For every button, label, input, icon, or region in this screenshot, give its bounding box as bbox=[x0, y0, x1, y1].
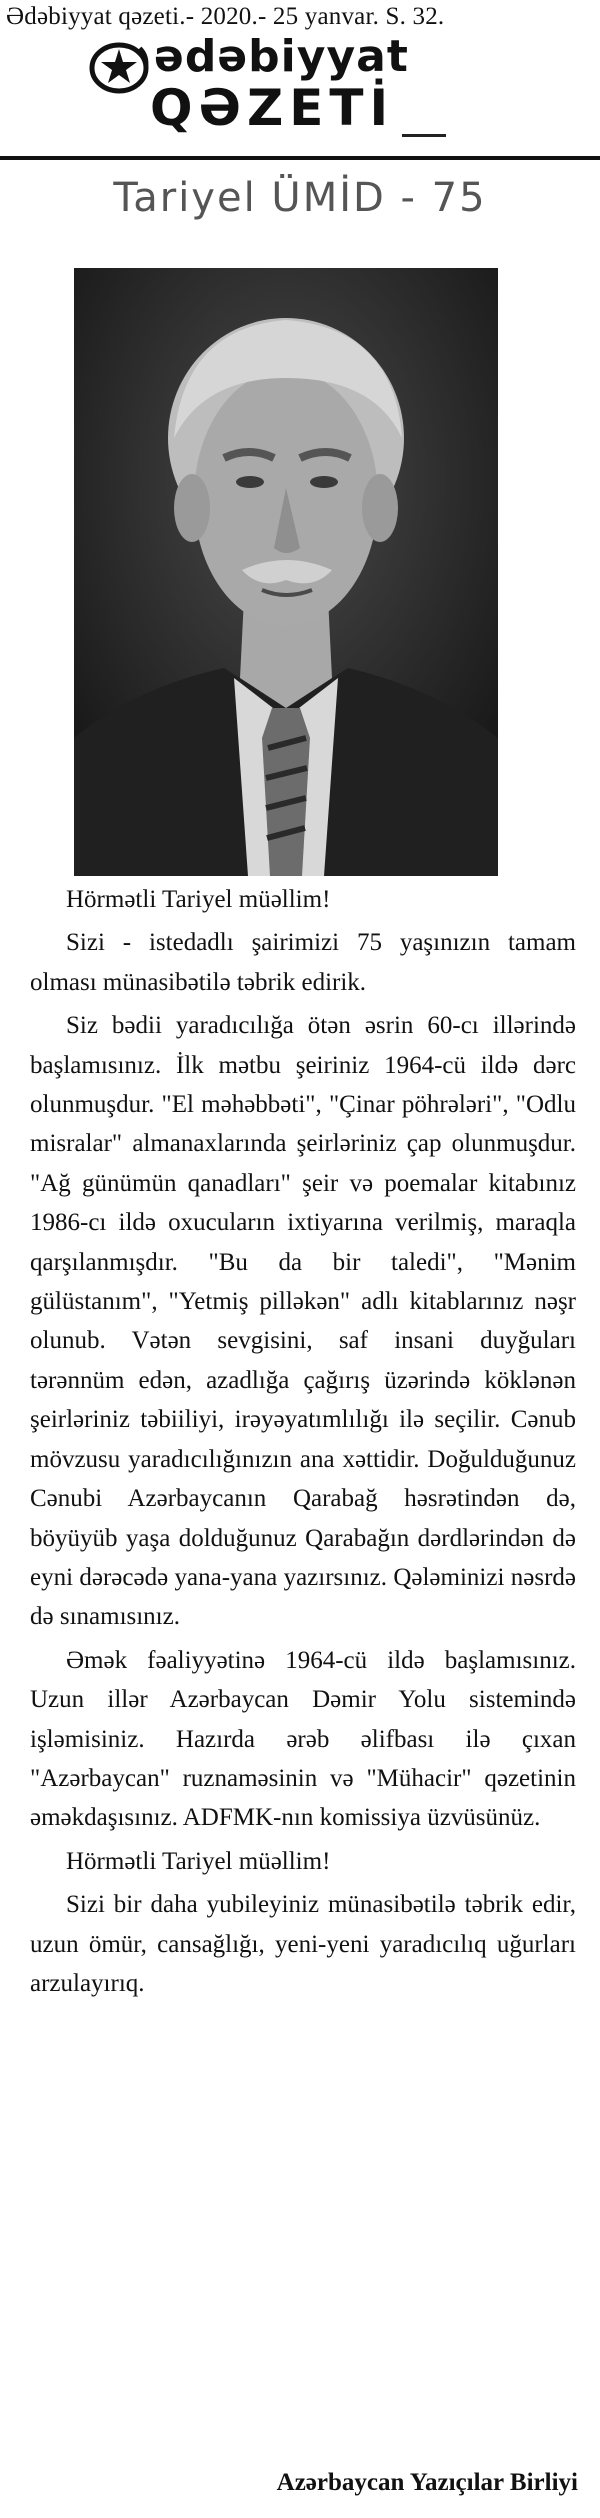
body-paragraph: Əmək fəaliyyətinə 1964-cü ildə başlamısınız. Uzun illər Azərbaycan Dəmir Yolu sistemində işləmisiniz. Hazırda ərəb əlifbası ilə çıxan "Azərbaycan" ruznaməsinin və "Mühacir" qəzetinin əməkdaşısınız. ADFMK-nın komissiya üzvüsünüz. bbox=[30, 1646, 576, 1832]
masthead-underline bbox=[402, 134, 446, 137]
portrait-photo bbox=[74, 268, 498, 876]
closing-paragraph: Sizi bir daha yubileyiniz münasibətilə təbrik edir, uzun ömür, cansağlığı, yeni-yeni yaradıcılıq uğurları arzulayırıq. bbox=[30, 1891, 576, 1997]
greeting-paragraph: Hörmətli Tariyel müəllim! bbox=[66, 886, 331, 913]
citation-line: Ədəbiyyat qəzeti.- 2020.- 25 yanvar. S. 32. bbox=[6, 3, 445, 30]
greeting-paragraph: Hörmətli Tariyel müəllim! bbox=[66, 1847, 331, 1875]
newspaper-masthead bbox=[80, 31, 500, 154]
header-divider bbox=[0, 156, 600, 160]
masthead-title-top: ədəbiyyat bbox=[154, 31, 409, 82]
star-emblem-icon bbox=[88, 40, 150, 96]
article-headline: Tariyel ÜMİD - 75 bbox=[113, 175, 487, 221]
article-body bbox=[30, 880, 576, 2003]
signature: Azərbaycan Yazıçılar Birliyi bbox=[276, 2469, 578, 2496]
body-paragraph: Siz bədii yaradıcılığa ötən əsrin 60-cı illərində başlamısınız. İlk mətbu şeiriniz 1964-cü ildə dərc olunmuşdur. "El məhəbbəti", "Çinar pöhrələri", "Odlu misralar" almanaxlarında şeirləriniz çap olunmuşdur. "Ağ günümün qanadları" şeir və poemalar kitabınız 1986-cı ildə oxucuların ixtiyarına verilmiş, maraqla qarşılanmışdır. "Bu da bir taledi", "Mənim gülüstanım", "Yetmiş pilləkən" adlı kitablarınız nəşr olunub. Vətən sevgisini, saf insani duyğuları tərənnüm edən, azadlığa çağırış üzərində köklənən şeirləriniz təbiiliyi, irəyəyatımlılığı ilə seçilir. Cənub mövzusu yaradıcılığınızın ana xəttidir. Doğulduğunuz Cənubi Azərbaycanın Qarabağ həsrətindən də, böyüyüb yaşa dolduğunuz Qarabağın dərdlərindən də eyni dərəcədə yana-yana yazırsınız. Qələminizi nəsrdə də sınamısınız. bbox=[30, 1012, 576, 1631]
masthead-title-bottom: QƏZETİ bbox=[150, 79, 395, 137]
body-paragraph: Sizi - istedadlı şairimizi 75 yaşınızın tamam olması münasibətilə təbrik edirik. bbox=[30, 929, 576, 996]
